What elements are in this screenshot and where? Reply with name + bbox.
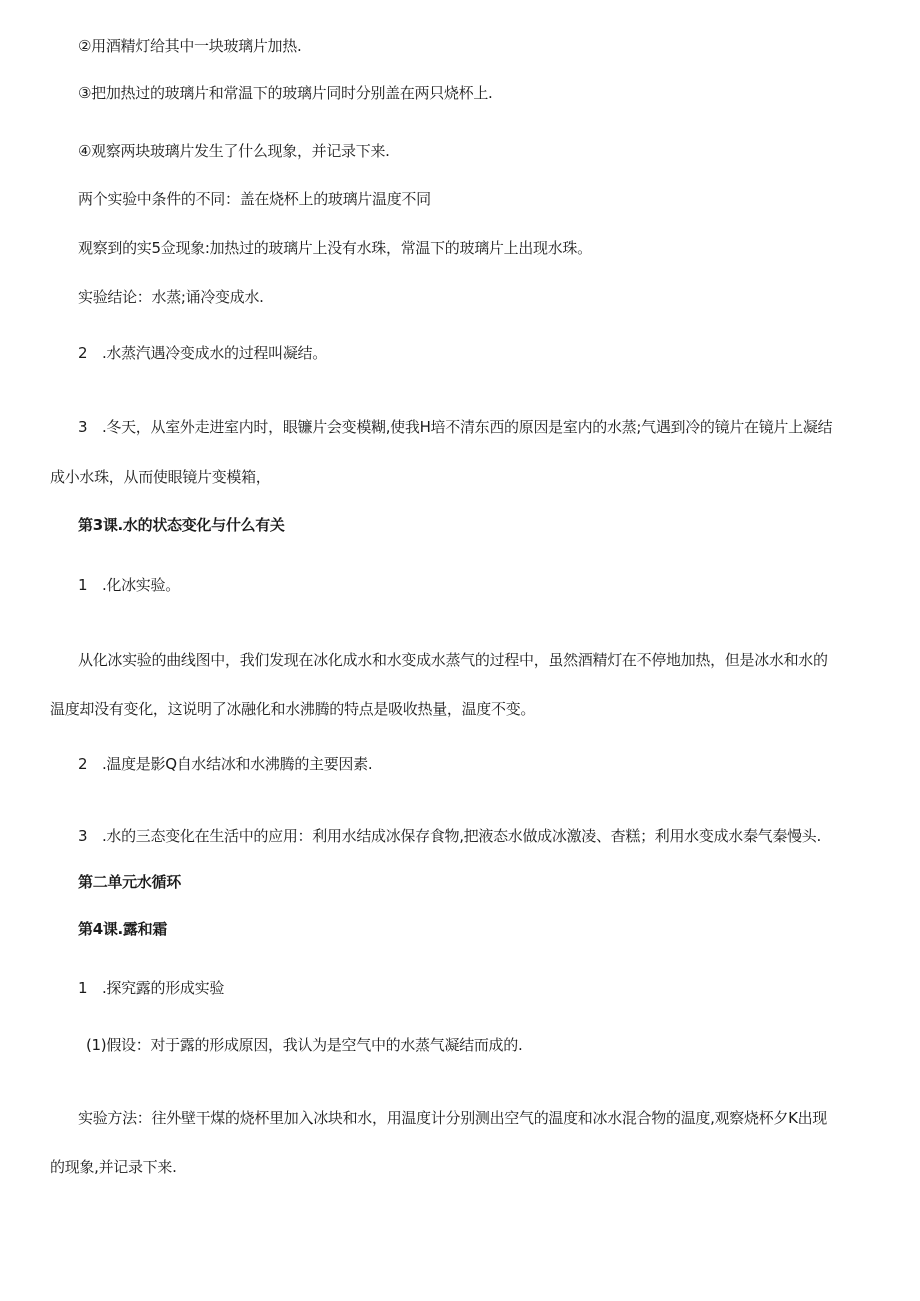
lesson-3-point-3: 3 .水的三态变化在生活中的应用：利用水结成冰保存食物,把液态水做成冰激凌、杳糕；利用水变成水秦气秦慢头. [78,827,821,845]
unit-2-title: 第二单元水循环 [78,873,181,891]
ice-melting-curve-paragraph: 从化冰实验的曲线图中，我们发现在冰化成水和水变成水蒸气的过程中，虽然酒精灯在不停地加热，但是冰水和水的 [78,651,828,669]
lesson-4-title: 第4课.露和霜 [78,920,168,938]
step-3-cover-beakers: ③把加热过的玻璃片和常温下的玻璃片同时分别盖在两只烧杯上. [78,84,493,102]
experiment-condition-difference: 两个实验中条件的不同：盖在烧杯上的玻璃片温度不同 [78,190,431,208]
lesson-3-title: 第3课.水的状态变化与什么有关 [78,516,285,534]
lesson-3-point-2: 2 .温度是影Q自水结冰和水沸腾的主要因素. [78,755,373,773]
lesson-3-point-1: 1 .化冰实验。 [78,576,180,594]
step-4-observe: ④观察两块玻璃片发生了什么现象，并记录下来. [78,142,390,160]
observed-phenomenon: 观察到的实5佥现象:加热过的玻璃片上没有水珠，常温下的玻璃片上出现水珠。 [78,239,592,257]
ice-melting-curve-paragraph-cont: 温度却没有变化，这说明了冰融化和水沸腾的特点是吸收热量，温度不变。 [50,700,536,718]
point-2-condensation: 2 .水蒸汽遇冷变成水的过程叫凝结。 [78,344,327,362]
experiment-method-cont: 的现象,并记录下来. [50,1158,177,1176]
hypothesis: (1)假设：对于露的形成原因，我认为是空气中的水蒸气凝结而成的. [86,1036,523,1054]
lesson-4-point-1: 1 .探究露的形成实验 [78,979,225,997]
step-2-heat-glass: ②用酒精灯给其中一块玻璃片加热. [78,37,302,55]
experiment-method: 实验方法：往外壁干煤的烧杯里加入冰块和水，用温度计分别测出空气的温度和冰水混合物的温度,观察烧杯夕K出现 [78,1109,828,1127]
point-3-glasses-fog: 3 .冬天，从室外走进室内时，眼镰片会变模糊,使我H培不清东西的原因是室内的水蒸;气遇到冷的镜片在镜片上凝结 [78,418,833,436]
point-3-glasses-fog-cont: 成小水珠，从而使眼镜片变模箱， [50,468,271,486]
experiment-conclusion: 实验结论：水蒸;诵冷变成水. [78,288,264,306]
